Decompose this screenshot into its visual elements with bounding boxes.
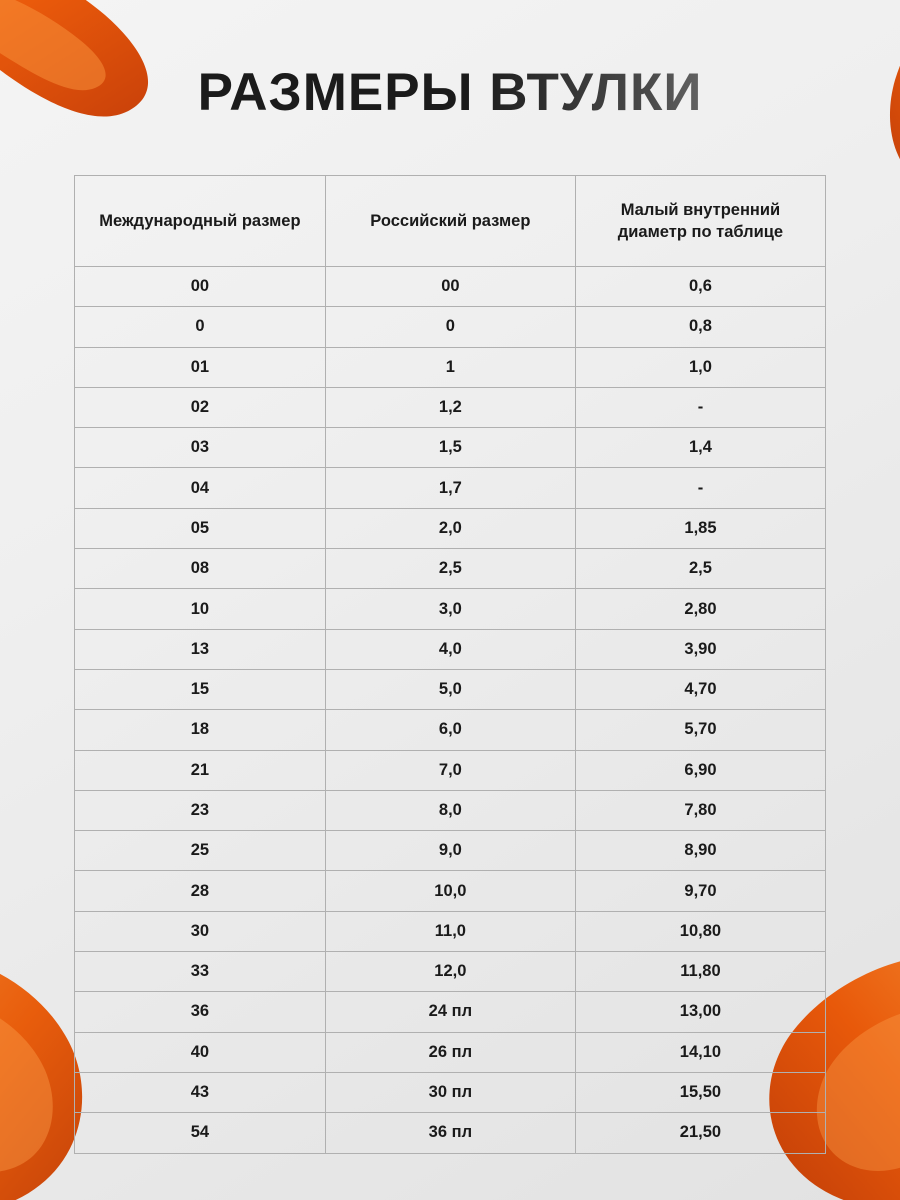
table-row — [75, 992, 826, 1032]
cell-international-size: 36 — [75, 992, 326, 1032]
cell-inner-diameter: 3,90 — [575, 629, 825, 669]
table-row — [75, 468, 826, 508]
cell-international-size: 02 — [75, 387, 326, 427]
cell-russian-size: 10,0 — [325, 871, 575, 911]
cell-international-size: 30 — [75, 911, 326, 951]
cell-inner-diameter: 0,8 — [575, 307, 825, 347]
cell-international-size: 00 — [75, 267, 326, 307]
cell-russian-size: 26 пл — [325, 1032, 575, 1072]
cell-international-size: 03 — [75, 428, 326, 468]
cell-inner-diameter: 7,80 — [575, 790, 825, 830]
cell-international-size: 43 — [75, 1072, 326, 1112]
cell-inner-diameter: 13,00 — [575, 992, 825, 1032]
cell-international-size: 25 — [75, 831, 326, 871]
table-row — [75, 831, 826, 871]
table-row — [75, 1072, 826, 1112]
table-row — [75, 307, 826, 347]
cell-international-size: 0 — [75, 307, 326, 347]
cell-inner-diameter: 2,80 — [575, 589, 825, 629]
table-row — [75, 871, 826, 911]
cell-international-size: 15 — [75, 669, 326, 709]
cell-international-size: 04 — [75, 468, 326, 508]
page-title: РАЗМЕРЫ ВТУЛКИ — [0, 62, 900, 123]
cell-russian-size: 3,0 — [325, 589, 575, 629]
cell-international-size: 54 — [75, 1113, 326, 1153]
cell-russian-size: 12,0 — [325, 952, 575, 992]
cell-inner-diameter: 15,50 — [575, 1072, 825, 1112]
table-row — [75, 387, 826, 427]
cell-international-size: 10 — [75, 589, 326, 629]
size-table — [74, 175, 826, 1154]
column-header-inner-diameter: Малый внутренний диаметр по таблице — [575, 176, 825, 267]
cell-russian-size: 1,5 — [325, 428, 575, 468]
cell-inner-diameter: 21,50 — [575, 1113, 825, 1153]
table-row — [75, 1032, 826, 1072]
cell-russian-size: 9,0 — [325, 831, 575, 871]
column-header-international: Международный размер — [75, 176, 326, 267]
cell-russian-size: 1 — [325, 347, 575, 387]
cell-inner-diameter: - — [575, 468, 825, 508]
cell-inner-diameter: 9,70 — [575, 871, 825, 911]
cell-russian-size: 5,0 — [325, 669, 575, 709]
cell-international-size: 18 — [75, 710, 326, 750]
table-row — [75, 710, 826, 750]
cell-international-size: 33 — [75, 952, 326, 992]
table-header-row — [75, 176, 826, 267]
cell-inner-diameter: 8,90 — [575, 831, 825, 871]
cell-russian-size: 24 пл — [325, 992, 575, 1032]
cell-russian-size: 0 — [325, 307, 575, 347]
cell-russian-size: 2,5 — [325, 549, 575, 589]
table-row — [75, 790, 826, 830]
cell-russian-size: 36 пл — [325, 1113, 575, 1153]
cell-international-size: 08 — [75, 549, 326, 589]
cell-inner-diameter: 2,5 — [575, 549, 825, 589]
table-row — [75, 347, 826, 387]
cell-russian-size: 30 пл — [325, 1072, 575, 1112]
cell-inner-diameter: 1,0 — [575, 347, 825, 387]
cell-inner-diameter: 1,4 — [575, 428, 825, 468]
table-row — [75, 589, 826, 629]
cell-inner-diameter: 14,10 — [575, 1032, 825, 1072]
table-row — [75, 629, 826, 669]
cell-russian-size: 00 — [325, 267, 575, 307]
cell-international-size: 05 — [75, 508, 326, 548]
cell-inner-diameter: 4,70 — [575, 669, 825, 709]
table-row — [75, 549, 826, 589]
cell-inner-diameter: 5,70 — [575, 710, 825, 750]
cell-russian-size: 8,0 — [325, 790, 575, 830]
cell-russian-size: 2,0 — [325, 508, 575, 548]
cell-inner-diameter: 1,85 — [575, 508, 825, 548]
cell-inner-diameter: 6,90 — [575, 750, 825, 790]
column-header-russian: Российский размер — [325, 176, 575, 267]
size-table-container — [74, 175, 826, 1154]
cell-international-size: 13 — [75, 629, 326, 669]
cell-inner-diameter: 11,80 — [575, 952, 825, 992]
cell-international-size: 40 — [75, 1032, 326, 1072]
cell-russian-size: 1,7 — [325, 468, 575, 508]
table-body — [75, 267, 826, 1154]
cell-international-size: 21 — [75, 750, 326, 790]
cell-inner-diameter: 0,6 — [575, 267, 825, 307]
cell-russian-size: 7,0 — [325, 750, 575, 790]
table-row — [75, 911, 826, 951]
cell-russian-size: 4,0 — [325, 629, 575, 669]
cell-inner-diameter: 10,80 — [575, 911, 825, 951]
cell-international-size: 23 — [75, 790, 326, 830]
table-row — [75, 508, 826, 548]
cell-russian-size: 1,2 — [325, 387, 575, 427]
table-row — [75, 1113, 826, 1153]
cell-international-size: 01 — [75, 347, 326, 387]
table-row — [75, 750, 826, 790]
cell-international-size: 28 — [75, 871, 326, 911]
cell-inner-diameter: - — [575, 387, 825, 427]
cell-russian-size: 6,0 — [325, 710, 575, 750]
table-row — [75, 428, 826, 468]
table-row — [75, 952, 826, 992]
table-row — [75, 267, 826, 307]
table-row — [75, 669, 826, 709]
cell-russian-size: 11,0 — [325, 911, 575, 951]
